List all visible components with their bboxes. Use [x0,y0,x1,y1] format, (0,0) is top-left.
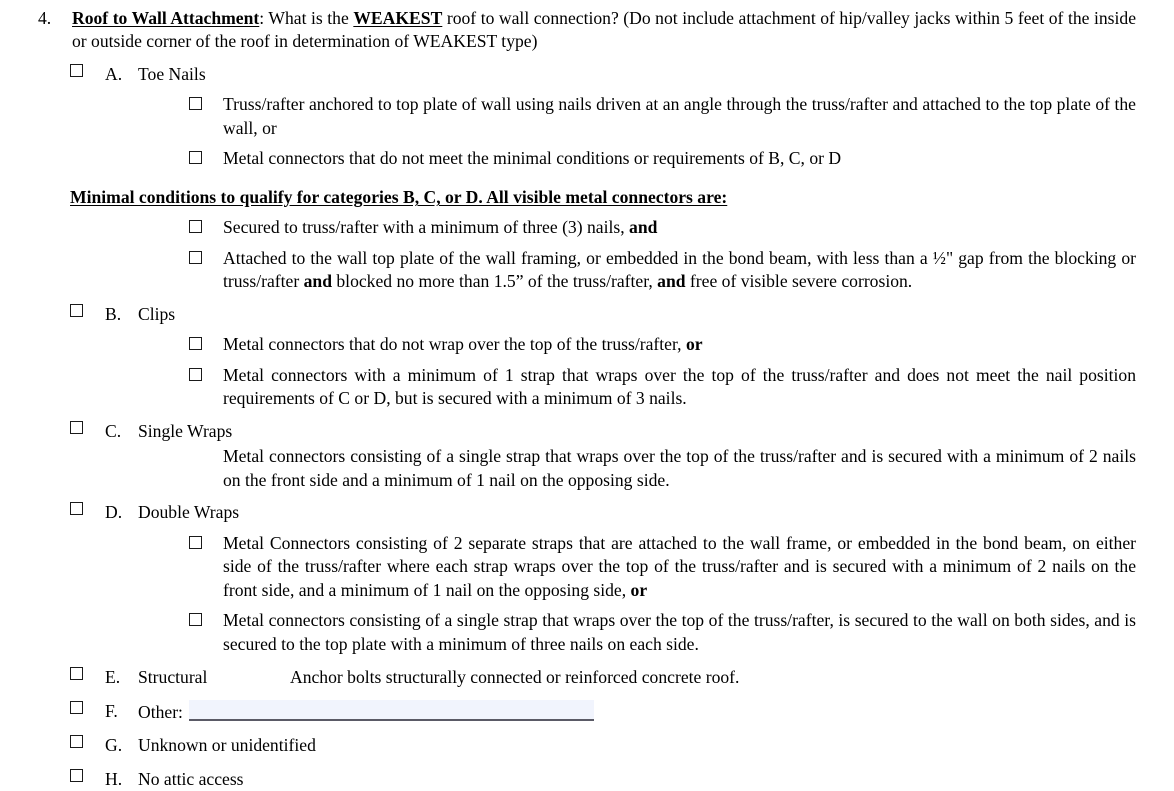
option-a-bullet-1-text: Truss/rafter anchored to top plate of wall using nails driven at an angle through the truss/rafter and attached to the top plate of the wall, or [223,94,1136,138]
option-c-letter: C. [105,420,122,441]
minimal-bullet-1-bold: and [629,217,658,238]
option-h-label: No attic access [138,768,244,789]
option-f-letter: F. [105,700,118,721]
checkbox-option-b[interactable] [70,304,83,317]
option-e-description: Anchor bolts structurally connected or reinforced concrete roof. [290,667,740,688]
checkbox-b-bullet-2[interactable] [189,368,202,381]
option-d-label: Double Wraps [138,502,240,523]
checkbox-b-bullet-1[interactable] [189,337,202,350]
option-e-label: Structural [138,667,208,688]
option-g-label: Unknown or unidentified [138,735,316,756]
checkbox-a-bullet-2[interactable] [189,151,202,164]
question-4-block [0,7,1174,54]
option-b-bullet-1[interactable] [0,333,1174,356]
option-d-bullet-1-pre: Metal Connectors consisting of 2 separate straps that are attached to the wall frame, or embedded in the bond beam, on either side of the truss/rafter where each strap wraps over the top of the truss/rafter and is secured with a minimum of 2 nails on the front side, and a minimum of 1 nail on the opposing side, [223,532,1136,600]
option-g-row[interactable] [0,734,1174,757]
option-e-letter: E. [105,667,121,688]
checkbox-option-d[interactable] [70,502,83,515]
checkbox-option-a[interactable] [70,64,83,77]
checkbox-minimal-2[interactable] [189,251,202,264]
option-b-row[interactable] [0,303,1174,326]
option-b-bullet-2[interactable] [0,364,1174,411]
checkbox-a-bullet-1[interactable] [189,97,202,110]
option-h-row[interactable] [0,768,1174,791]
minimal-bullet-1-pre: Secured to truss/rafter with a minimum of three (3) nails, [223,217,630,238]
option-d-bullet-1-bold: or [630,579,648,600]
minimal-bullet-2-mid: blocked no more than 1.5” of the truss/rafter, [331,271,658,292]
option-h-letter: H. [105,768,123,789]
question-number: 4. [38,8,52,28]
minimal-bullet-2-post: free of visible severe corrosion. [685,271,913,292]
option-d-row[interactable] [0,501,1174,524]
checkbox-d-bullet-2[interactable] [189,613,202,626]
checkbox-option-h[interactable] [70,769,83,782]
option-e-row[interactable] [0,666,1174,689]
checkbox-minimal-1[interactable] [189,220,202,233]
option-b-bullet-1-pre: Metal connectors that do not wrap over the top of the truss/rafter, [223,334,686,355]
question-prompt-part2: roof to wall connection? (Do not include attachment of hip/valley jacks within 5 feet of the inside or outside corner of the roof in determination of WEAKEST type) [72,8,1137,52]
question-colon: : [259,8,265,28]
minimal-bullet-2-bold-1: and [303,271,332,292]
question-prompt-part1: What is the [264,8,354,28]
minimal-conditions-heading: Minimal conditions to qualify for categories B, C, or D. All visible metal connectors are: [70,186,728,207]
option-d-bullet-1[interactable] [0,532,1174,602]
minimal-bullet-2-bold-2: and [657,271,686,292]
question-title: Roof to Wall Attachment [72,8,260,28]
minimal-bullet-1[interactable] [0,216,1174,239]
question-emphasis-weakest: WEAKEST [353,8,443,28]
checkbox-option-c[interactable] [70,421,83,434]
option-a-bullet-2-text: Metal connectors that do not meet the minimal conditions or requirements of B, C, or D [223,148,842,169]
checkbox-d-bullet-1[interactable] [189,536,202,549]
option-g-letter: G. [105,735,123,756]
option-f-label: Other: [138,701,183,722]
option-a-letter: A. [105,63,123,84]
option-d-letter: D. [105,502,123,523]
other-text-field[interactable] [189,700,594,721]
option-b-bullet-1-bold: or [685,334,703,355]
option-b-label: Clips [138,303,176,324]
option-c-description: Metal connectors consisting of a single strap that wraps over the top of the truss/rafter and is secured with a minimum of 2 nails on the front side and a minimum of 1 nail on the opposing side. [223,446,1136,490]
option-c-label: Single Wraps [138,420,233,441]
option-a-bullet-2[interactable] [0,147,1174,170]
option-c-row[interactable] [0,420,1174,443]
option-b-bullet-2-text: Metal connectors with a minimum of 1 strap that wraps over the top of the truss/rafter and does not meet the nail position requirements of C or D, but is secured with a minimum of 3 nails. [223,364,1136,409]
option-f-row[interactable] [0,700,1174,724]
checkbox-option-e[interactable] [70,667,83,680]
option-a-label: Toe Nails [138,63,206,84]
option-d-bullet-2[interactable] [0,609,1174,656]
option-a-row[interactable] [0,63,1174,86]
minimal-bullet-2[interactable] [0,247,1174,294]
checkbox-option-f[interactable] [70,701,83,714]
option-a-bullet-1[interactable] [0,93,1174,140]
option-d-bullet-2-text: Metal connectors consisting of a single strap that wraps over the top of the truss/rafter, is secured to the wall on both sides, and is secured to the top plate with a minimum of three nails on each side. [223,610,1136,654]
minimal-bullet-2-pre: Attached to the wall top plate of the wall framing, or embedded in the bond beam, with less than a ½" gap from the blocking or truss/rafter [223,247,1136,292]
option-b-letter: B. [105,303,122,324]
document-page [0,7,1174,789]
checkbox-option-g[interactable] [70,735,83,748]
